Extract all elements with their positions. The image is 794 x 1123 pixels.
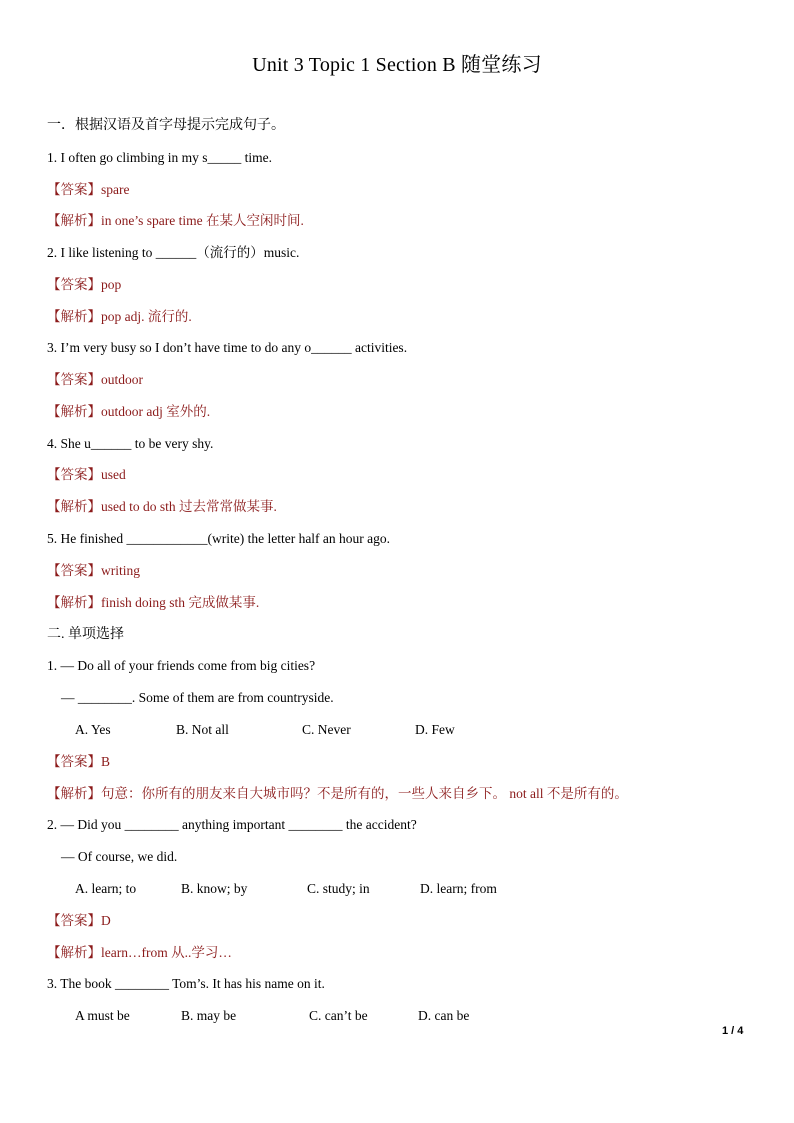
question-2-1: 1. — Do all of your friends come from big cities? xyxy=(47,658,316,673)
answer-1-2: 【答案】pop xyxy=(47,277,122,292)
explanation-2-1: 【解析】句意：你所有的朋友来自大城市吗？不是所有的，一些人来自乡下。 not all 不是所有的。 xyxy=(47,786,628,801)
option-b: B. know; by xyxy=(181,881,248,896)
explanation-1-4: 【解析】used to do sth 过去常常做某事. xyxy=(47,499,277,514)
reply-2-1: — ________. Some of them are from countryside. xyxy=(61,690,334,705)
section-1-heading: 一．根据汉语及首字母提示完成句子。 xyxy=(47,118,285,133)
answer-2-1: 【答案】B xyxy=(47,754,111,769)
option-c: C. can’t be xyxy=(309,1008,368,1023)
section-2-heading: 二. 单项选择 xyxy=(47,627,124,642)
answer-1-4: 【答案】used xyxy=(47,467,126,482)
reply-2-2: — Of course, we did. xyxy=(61,849,178,864)
option-c: C. Never xyxy=(302,722,351,737)
answer-2-2: 【答案】D xyxy=(47,913,111,928)
question-1-3: 3. I’m very busy so I don’t have time to do any o______ activities. xyxy=(47,340,408,355)
explanation-1-2: 【解析】pop adj. 流行的. xyxy=(47,309,192,324)
question-1-1: 1. I often go climbing in my s_____ time. xyxy=(47,150,272,165)
explanation-1-1: 【解析】in one’s spare time 在某人空闲时间. xyxy=(47,213,304,228)
option-d: D. learn; from xyxy=(420,881,497,896)
page-number: 1 / 4 xyxy=(722,1025,744,1037)
option-d: D. Few xyxy=(415,722,455,737)
question-1-5: 5. He finished ____________(write) the letter half an hour ago. xyxy=(47,531,391,546)
question-1-2: 2. I like listening to ______（流行的）music. xyxy=(47,245,300,260)
option-c: C. study; in xyxy=(307,881,370,896)
option-b: B. Not all xyxy=(176,722,229,737)
question-1-4: 4. She u______ to be very shy. xyxy=(47,436,214,451)
answer-1-5: 【答案】writing xyxy=(47,563,140,578)
option-a: A must be xyxy=(75,1008,130,1023)
question-2-3: 3. The book ________ Tom’s. It has his name on it. xyxy=(47,976,325,991)
answer-1-3: 【答案】outdoor xyxy=(47,372,143,387)
explanation-1-5: 【解析】finish doing sth 完成做某事. xyxy=(47,595,260,610)
explanation-2-2: 【解析】learn…from 从..学习… xyxy=(47,945,232,960)
option-b: B. may be xyxy=(181,1008,237,1023)
explanation-1-3: 【解析】outdoor adj 室外的. xyxy=(47,404,211,419)
answer-1-1: 【答案】spare xyxy=(47,182,130,197)
option-d: D. can be xyxy=(418,1008,470,1023)
page-title: Unit 3 Topic 1 Section B 随堂练习 xyxy=(252,54,542,76)
question-2-2: 2. — Did you ________ anything important ________ the accident? xyxy=(47,817,417,832)
option-a: A. Yes xyxy=(75,722,111,737)
option-a: A. learn; to xyxy=(75,881,137,896)
